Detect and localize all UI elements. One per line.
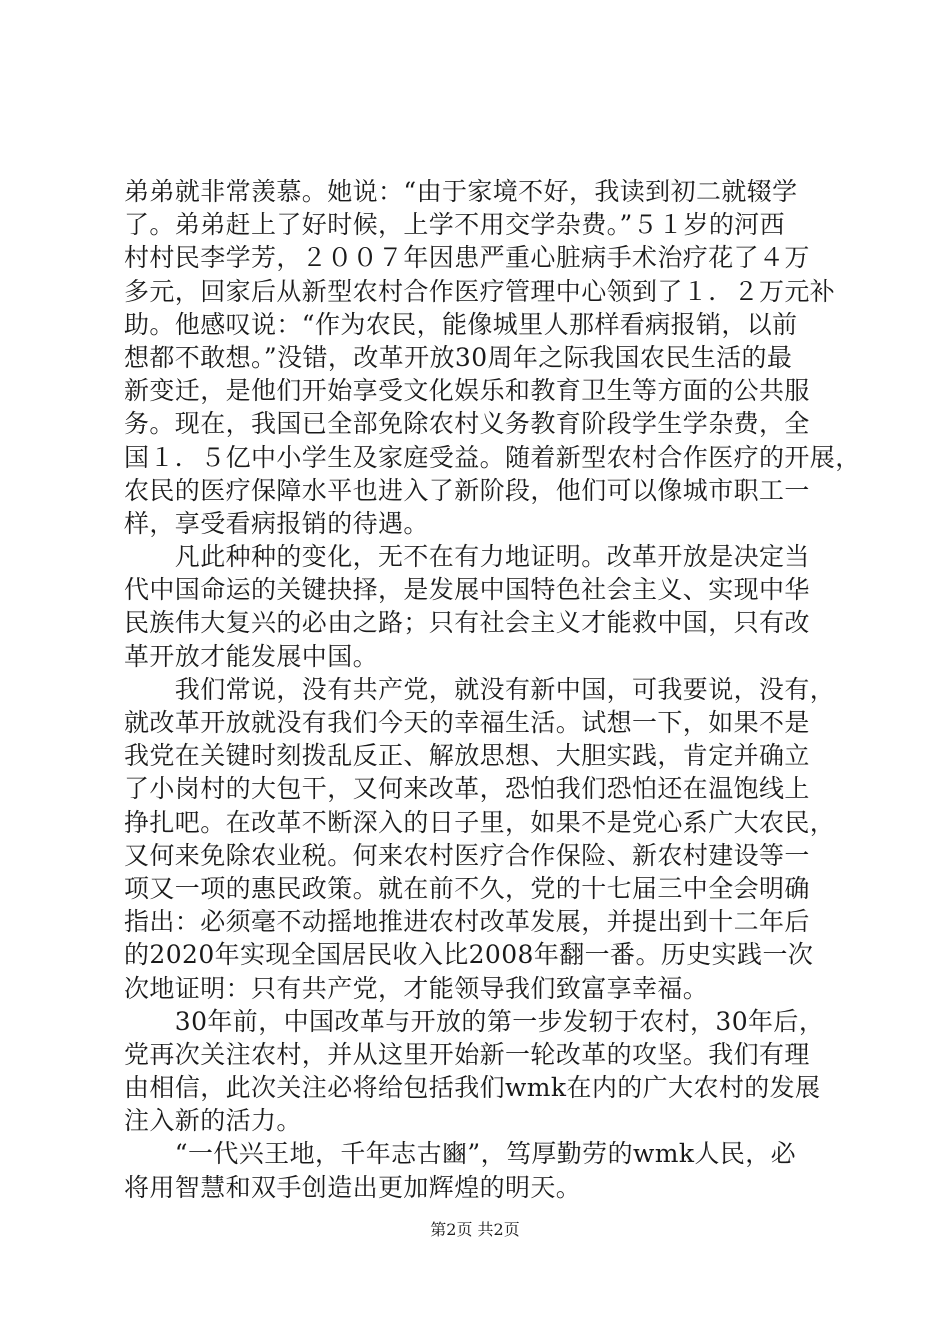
text-line: 挣扎吧。在改革不断深入的日子里，如果不是党心系广大农民， [124, 807, 836, 837]
text-line: 的2020年实现全国居民收入比2008年翻一番。历史实践一次 [124, 940, 814, 970]
body-text [124, 175, 861, 1204]
text-line: 务。现在，我国已全部免除农村义务教育阶段学生学杂费，全 [124, 409, 810, 439]
text-line: 了小岗村的大包干，又何来改革，恐怕我们恐怕还在温饱线上 [124, 774, 810, 804]
text-line: 就改革开放就没有我们今天的幸福生活。试想一下，如果不是 [124, 708, 810, 737]
text-line: 样，享受看病报销的待遇。 [124, 508, 429, 538]
text-line: 党再次关注农村，并从这里开始新一轮改革的攻坚。我们有理 [124, 1039, 810, 1069]
text-line: 代中国命运的关键抉择，是发展中国特色社会主义、实现中华 [124, 575, 810, 605]
text-line: 30年前，中国改革与开放的第一步发轫于农村，30年后， [124, 1006, 825, 1036]
page-footer: 第2页 共2页 [430, 1220, 520, 1239]
text-line: 了。弟弟赶上了好时候，上学不用交学杂费。”５１岁的河西 [124, 210, 786, 240]
text-line: 凡此种种的变化，无不在有力地证明。改革开放是决定当 [124, 542, 810, 572]
text-line: “一代兴王地，千年志古豳”，笃厚勤劳的wmk人民，必 [124, 1139, 797, 1169]
text-line: 村村民李学芳，２００７年因患严重心脏病手术治疗花了４万 [124, 243, 810, 273]
text-line: 项又一项的惠民政策。就在前不久，党的十七届三中全会明确 [124, 873, 810, 903]
text-line: 想都不敢想。”没错，改革开放30周年之际我国农民生活的最 [124, 342, 793, 372]
text-line: 助。他感叹说：“作为农民，能像城里人那样看病报销，以前 [124, 309, 798, 339]
text-line: 弟弟就非常羡慕。她说：“由于家境不好，我读到初二就辍学 [124, 177, 798, 206]
text-line: 又何来免除农业税。何来农村医疗合作保险、新农村建设等一 [124, 840, 810, 870]
text-line: 国１．５亿中小学生及家庭受益。随着新型农村合作医疗的开展， [124, 442, 861, 472]
text-line: 注入新的活力。 [124, 1106, 302, 1136]
text-line: 次地证明：只有共产党，才能领导我们致富享幸福。 [124, 973, 709, 1003]
text-line: 农民的医疗保障水平也进入了新阶段，他们可以像城市职工一 [124, 475, 810, 505]
text-line: 新变迁，是他们开始享受文化娱乐和教育卫生等方面的公共服 [124, 376, 810, 406]
text-line: 我们常说，没有共产党，就没有新中国，可我要说，没有， [124, 674, 836, 704]
text-line: 多元，回家后从新型农村合作医疗管理中心领到了１．２万元补 [124, 276, 836, 306]
text-line: 将用智慧和双手创造出更加辉煌的明天。 [124, 1172, 582, 1202]
text-line: 革开放才能发展中国。 [124, 641, 379, 671]
text-line: 民族伟大复兴的必由之路；只有社会主义才能救中国，只有改 [124, 608, 810, 638]
text-line: 由相信，此次关注必将给包括我们wmk在内的广大农村的发展 [124, 1073, 821, 1103]
text-line: 我党在关键时刻拨乱反正、解放思想、大胆实践，肯定并确立 [124, 741, 810, 771]
text-line: 指出：必须毫不动摇地推进农村改革发展，并提出到十二年后 [124, 907, 810, 937]
